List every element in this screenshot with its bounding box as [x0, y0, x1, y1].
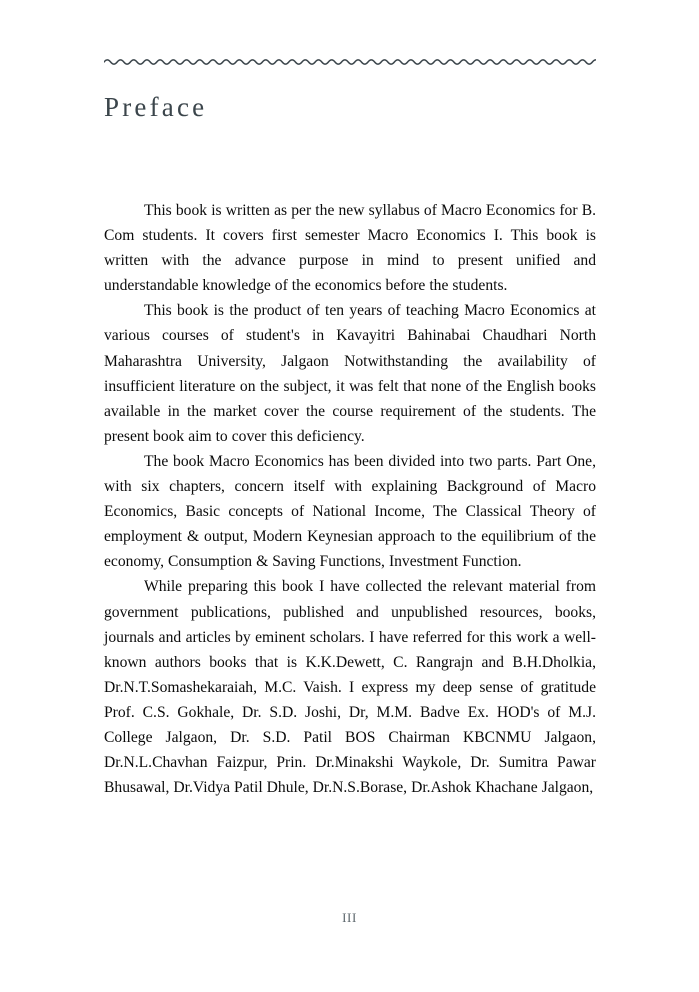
wavy-divider-ornament — [104, 56, 596, 68]
page-number: III — [342, 910, 357, 925]
paragraph: This book is the product of ten years of teaching Macro Economics at various courses of student's in Kavayitri Bahinabai Chaudhari North Maharashtra University, Jalgaon Notwithstanding the availability of insufficient literature on the subject, it was felt that none of the English books available in the market cover the course requirement of the students. The present book aim to cover this deficiency. — [104, 302, 596, 445]
paragraph: This book is written as per the new syllabus of Macro Economics for B. Com students. It covers first semester Macro Economics I. This book is written with the advance purpose in mind to present unified and understandable knowledge of the economics before the students. — [104, 202, 596, 295]
preface-body — [104, 198, 596, 800]
page-title: Preface — [104, 92, 208, 122]
paragraph: While preparing this book I have collected the relevant material from government publications, published and unpublished resources, books, journals and articles by eminent scholars. I have referred for this work a well-known authors books that is K.K.Dewett, C. Rangrajn and B.H.Dholkia, Dr.N.T.Somashekaraiah, M.C. Vaish. I express my deep sense of gratitude Prof. C.S. Gokhale, Dr. S.D. Joshi, Dr, M.M. Badve Ex. HOD's of M.J. College Jalgaon, Dr. S.D. Patil BOS Chairman KBCNMU Jalgaon, Dr.N.L.Chavhan Faizpur, Prin. Dr.Minakshi Waykole, Dr. Sumitra Pawar Bhusawal, Dr.Vidya Patil Dhule, Dr.N.S.Borase, Dr.Ashok Khachane Jalgaon, — [104, 578, 596, 797]
paragraph: The book Macro Economics has been divided into two parts. Part One, with six chapters, concern itself with explaining Background of Macro Economics, Basic concepts of National Income, The Classical Theory of employment & output, Modern Keynesian approach to the equilibrium of the economy, Consumption & Saving Functions, Investment Function. — [104, 452, 596, 571]
